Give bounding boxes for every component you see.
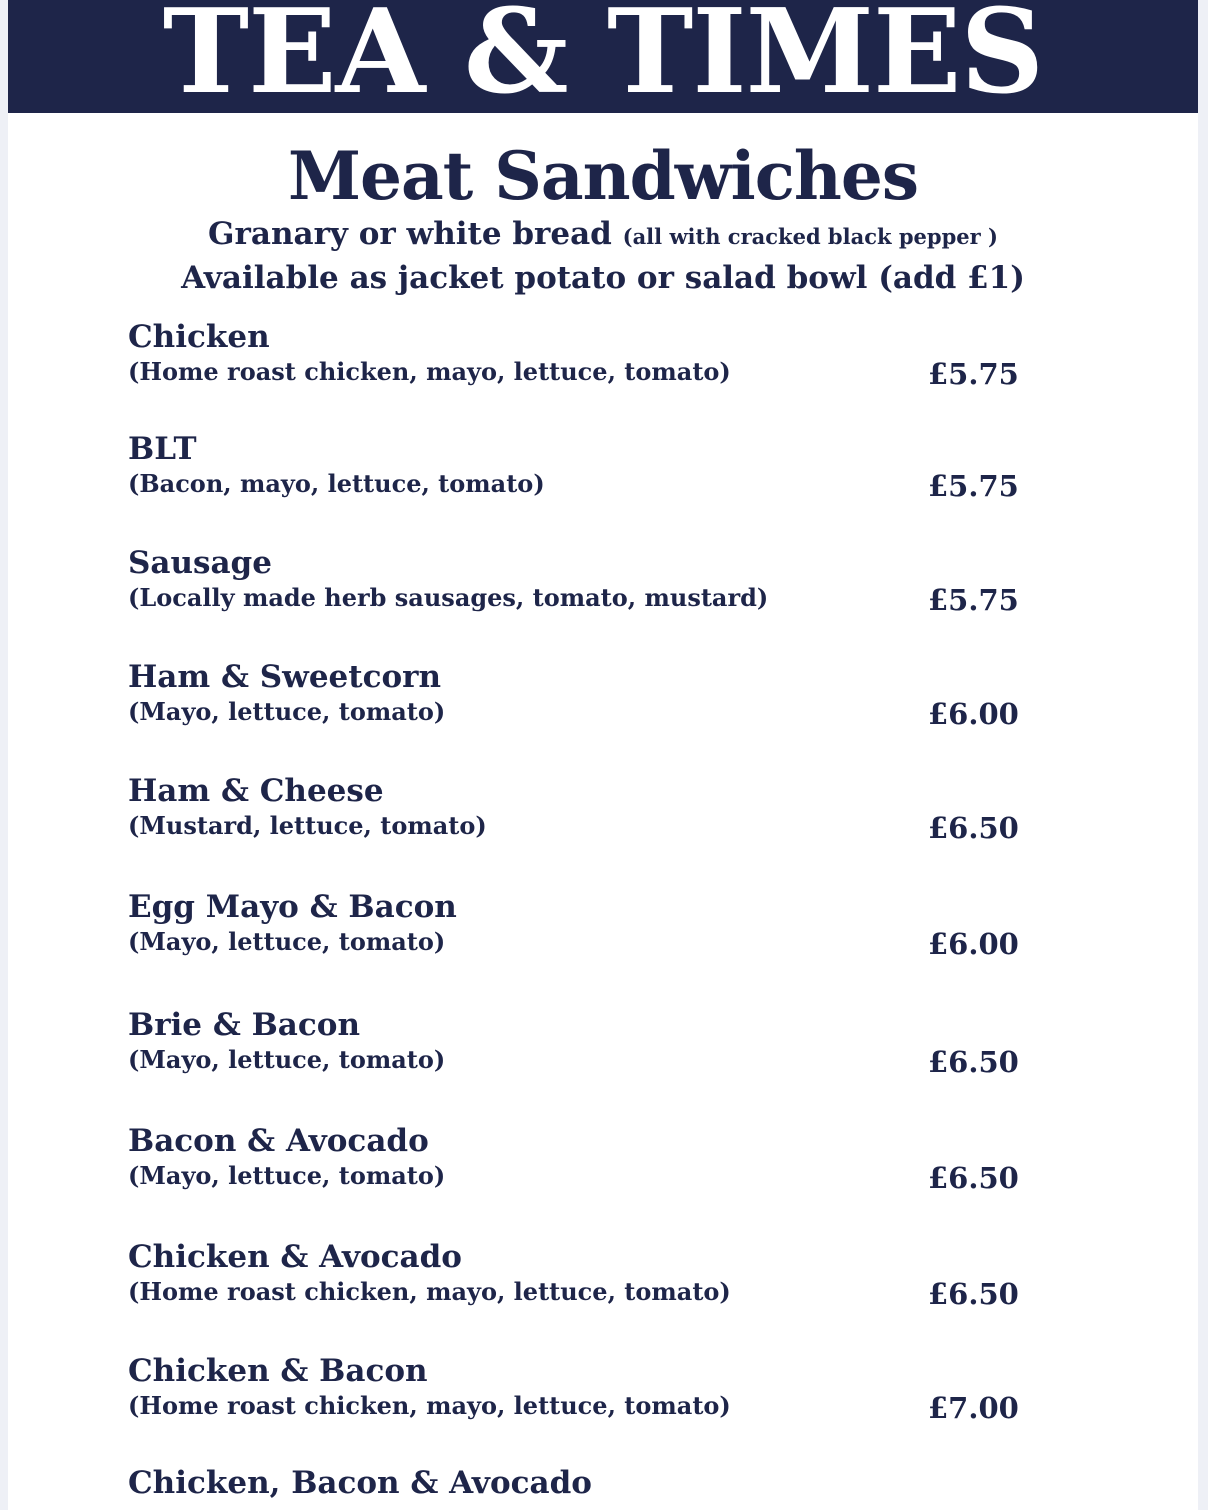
pepper-note: (all with cracked black pepper ) [622, 224, 998, 249]
menu-item-ham-cheese [128, 772, 1128, 862]
bread-options [8, 214, 1198, 257]
item-price: £6.50 [928, 1045, 1019, 1079]
menu-item-sausage [128, 544, 1128, 634]
item-name: Sausage [128, 545, 272, 581]
item-description: (Home roast chicken, mayo, lettuce, tomato) [128, 357, 731, 386]
menu-item-bacon-avocado [128, 1122, 1128, 1212]
menu-title: Meat Sandwiches [287, 137, 919, 215]
menu-item-chicken-avocado [128, 1238, 1128, 1328]
item-price: £6.50 [928, 1161, 1019, 1195]
item-description: (Home roast chicken, mayo, lettuce, tomato) [128, 1277, 731, 1306]
menu-item-chicken [128, 318, 1128, 408]
item-name: Ham & Sweetcorn [128, 659, 442, 695]
bread-options-text: Granary or white bread [208, 216, 612, 252]
item-description: (Mayo, lettuce, tomato) [128, 697, 446, 726]
item-description: (Mayo, lettuce, tomato) [128, 927, 446, 956]
item-name: Brie & Bacon [128, 1007, 360, 1043]
menu-item-ham-sweetcorn [128, 658, 1128, 748]
item-name: Chicken & Avocado [128, 1239, 462, 1275]
item-name: Bacon & Avocado [128, 1123, 429, 1159]
item-name: Chicken [128, 319, 270, 355]
menu-item-blt [128, 430, 1128, 520]
menu-item-egg-mayo-bacon [128, 888, 1128, 978]
menu-page [8, 0, 1198, 1510]
item-description: (Mustard, lettuce, tomato) [128, 811, 487, 840]
brand-title: TEA & TIMES [162, 0, 1044, 113]
item-description: (Mayo, lettuce, tomato) [128, 1045, 446, 1074]
item-name: BLT [128, 431, 197, 467]
brand-banner [8, 0, 1198, 113]
menu-item-brie-bacon [128, 1006, 1128, 1096]
item-description: (Bacon, mayo, lettuce, tomato) [128, 469, 545, 498]
menu-item-chicken-bacon-avocado [128, 1464, 1128, 1510]
item-name: Egg Mayo & Bacon [128, 889, 457, 925]
item-name: Chicken & Bacon [128, 1353, 428, 1389]
item-price: £6.50 [928, 1277, 1019, 1311]
item-name: Ham & Cheese [128, 773, 384, 809]
item-description: (Mayo, lettuce, tomato) [128, 1161, 446, 1190]
item-price: £5.75 [928, 583, 1019, 617]
item-price: £5.75 [928, 469, 1019, 503]
menu-item-chicken-bacon [128, 1352, 1128, 1442]
item-description: (Locally made herb sausages, tomato, mustard) [128, 583, 769, 612]
item-price: £6.00 [928, 697, 1019, 731]
item-price: £6.00 [928, 927, 1019, 961]
alternative-options: Available as jacket potato or salad bowl (add £1) [181, 260, 1025, 296]
item-price: £7.00 [928, 1391, 1019, 1425]
item-price: £6.50 [928, 811, 1019, 845]
item-price: £5.75 [928, 357, 1019, 391]
item-name: Chicken, Bacon & Avocado [128, 1465, 592, 1501]
item-description: (Home roast chicken, mayo, lettuce, tomato) [128, 1391, 731, 1420]
